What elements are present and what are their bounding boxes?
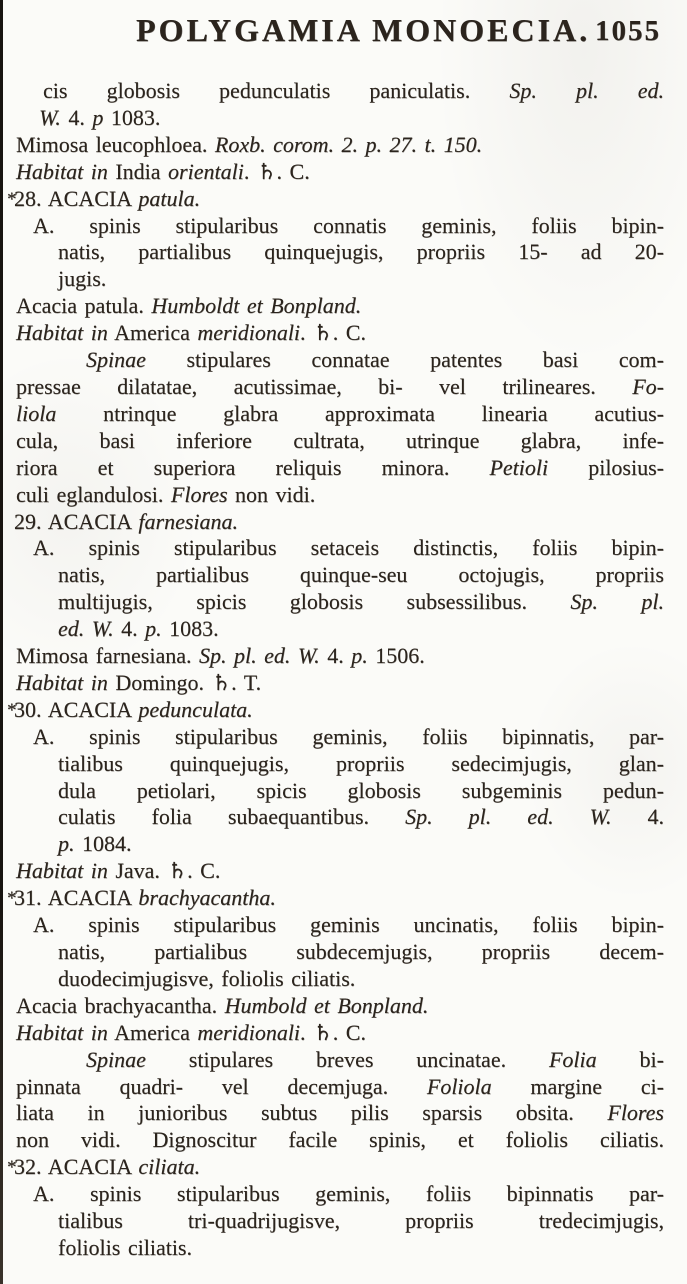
text-line — [0, 1074, 664, 1101]
italic-text: Foliola — [426, 1073, 492, 1099]
text-line — [0, 966, 664, 993]
roman-text: bi- — [596, 1046, 664, 1072]
margin-asterisk: * — [7, 699, 17, 721]
roman-text: America — [107, 1019, 198, 1045]
italic-text: pedunculata. — [138, 696, 253, 722]
text-line — [0, 320, 664, 347]
roman-text: tialibus quinquejugis, propriis sedecimjugis, glan- — [58, 750, 664, 776]
roman-text: natis, partialibus quinque-seu octojugis, propriis — [58, 562, 664, 588]
roman-text: multijugis, spicis globosis subsessilibus. — [58, 589, 571, 615]
roman-text: non vidi. — [227, 481, 316, 507]
italic-text: Spinae — [86, 1046, 146, 1072]
roman-text: 30. ACACIA — [14, 696, 139, 722]
roman-text: Mimosa farnesiana. — [16, 643, 199, 669]
entry-28-heading — [0, 186, 664, 213]
italic-text: patula. — [138, 185, 201, 211]
italic-text: Humbold et Bonpland. — [224, 992, 429, 1018]
roman-text: foliolis ciliatis. — [58, 1234, 192, 1260]
roman-text: 1084. — [74, 831, 132, 857]
italic-text: ciliata. — [138, 1154, 201, 1180]
roman-text: cula, basi inferiore cultrata, utrinque glabra, infe- — [16, 427, 664, 453]
text-line — [0, 831, 664, 858]
italic-text: Humboldt et Bonpland. — [151, 293, 362, 319]
text-line — [0, 293, 664, 320]
text-line — [0, 455, 664, 482]
italic-text: ed. W. — [58, 616, 114, 642]
page-title: POLYGAMIA MONOECIA. — [136, 12, 591, 48]
entry-30-heading — [0, 697, 664, 724]
italic-text: Flores — [607, 1100, 664, 1126]
text-line — [0, 428, 664, 455]
text-line — [0, 105, 664, 132]
text-line — [0, 374, 664, 401]
margin-asterisk: * — [7, 888, 17, 910]
margin-asterisk: * — [7, 188, 17, 210]
roman-text: 4. — [319, 643, 352, 669]
roman-text: 31. ACACIA — [14, 885, 139, 911]
italic-text: Habitat in — [16, 320, 108, 346]
roman-text: pilosius- — [548, 454, 664, 480]
roman-text: 4. — [60, 104, 93, 130]
roman-text: natis, partialibus subdecemjugis, propriis decem- — [58, 939, 664, 964]
text-line — [0, 616, 664, 643]
text-line — [0, 1208, 664, 1235]
italic-text: p. — [351, 643, 368, 669]
text-line — [0, 1047, 664, 1074]
roman-text: 4. — [611, 804, 665, 830]
roman-text: 1083. — [161, 616, 219, 642]
roman-text: ntrinque glabra approximata linearia acutius- — [56, 400, 664, 426]
text-line — [0, 266, 664, 293]
roman-text: 28. ACACIA — [14, 185, 139, 211]
italic-text: brachyacantha. — [138, 885, 276, 911]
text-line — [0, 643, 664, 670]
roman-text: America — [107, 320, 198, 346]
page-header — [0, 0, 687, 62]
text-line — [0, 804, 664, 831]
roman-text: culi eglandulosi. — [16, 481, 171, 507]
italic-text: Folia — [548, 1046, 597, 1072]
roman-text: 29. ACACIA — [14, 508, 139, 534]
italic-text: Habitat in — [16, 858, 108, 884]
text-line — [0, 347, 664, 374]
roman-text: duodecimjugisve, foliolis ciliatis. — [58, 965, 356, 991]
italic-text: orientali — [168, 158, 244, 184]
text-line — [0, 939, 664, 966]
roman-text: liata in junioribus subtus pilis sparsis obsita. — [16, 1100, 608, 1126]
italic-text: Habitat in — [16, 669, 108, 695]
roman-text: 4. — [113, 616, 146, 642]
roman-text: dula petiolari, spicis globosis subgeminis pedun- — [58, 777, 664, 803]
italic-text: Petioli — [489, 454, 549, 480]
roman-text: cis globosis pedunculatis paniculatis. — [43, 78, 510, 103]
roman-text: A. spinis stipularibus geminis uncinatis, foliis bipin- — [33, 912, 664, 938]
roman-text: pressae dilatatae, acutissimae, bi- vel trilineares. — [16, 373, 633, 399]
roman-text: pinnata quadri- vel decemjuga. — [16, 1073, 427, 1099]
text-line — [0, 401, 664, 428]
italic-text: p. — [145, 616, 162, 642]
text-line — [0, 993, 664, 1020]
text-line — [0, 1181, 664, 1208]
roman-text: 1083. — [103, 104, 161, 130]
roman-text: riora et superiora reliquis minora. — [16, 454, 490, 480]
text-line — [0, 1235, 664, 1262]
roman-text: A. spinis stipularibus geminis, foliis bipinnatis, par- — [33, 723, 664, 749]
italic-text: meridionali — [197, 1019, 301, 1045]
italic-text: meridionali — [197, 320, 301, 346]
italic-text: Roxb. corom. 2. p. 27. t. 150. — [214, 131, 483, 157]
text-line — [0, 912, 664, 939]
text-line — [0, 562, 664, 589]
italic-text: Sp. pl. ed. — [509, 78, 664, 103]
text-line — [0, 751, 664, 778]
italic-text: Fo- — [632, 373, 664, 399]
italic-text: W. — [39, 104, 61, 130]
roman-text: 1506. — [367, 643, 425, 669]
page-number: 1055 — [595, 15, 661, 47]
roman-text: A. spinis stipularibus connatis geminis, foliis bipin- — [33, 212, 664, 238]
margin-asterisk: * — [7, 1157, 17, 1179]
italic-text: Habitat in — [16, 158, 108, 184]
roman-text: natis, partialibus quinquejugis, propriis 15- ad 20- — [58, 239, 664, 265]
roman-text: 32. ACACIA — [14, 1154, 139, 1180]
roman-text: non vidi. Dignoscitur facile spinis, et foliolis ciliatis. — [16, 1127, 664, 1153]
italic-text: liola — [16, 400, 57, 426]
italic-text: Sp. pl. ed. W. — [199, 643, 320, 669]
text-line — [0, 670, 664, 697]
roman-text: . ♄. C. — [300, 1019, 366, 1045]
roman-text: culatis folia subaequantibus. — [58, 804, 406, 830]
text-line — [0, 239, 664, 266]
text-line — [0, 858, 664, 885]
entry-32-heading — [0, 1154, 664, 1181]
italic-text: Flores — [170, 481, 228, 507]
italic-text: Sp. pl. ed. W. — [405, 804, 612, 830]
roman-text: margine ci- — [491, 1073, 665, 1099]
roman-text: Acacia brachyacantha. — [16, 992, 225, 1018]
text-line — [0, 213, 664, 240]
roman-text: . ♄. C. — [243, 158, 310, 184]
roman-text: Java. ♄. C. — [107, 858, 221, 884]
text-line — [0, 589, 664, 616]
text-line — [0, 1020, 664, 1047]
text-line — [0, 1100, 664, 1127]
roman-text: A. spinis stipularibus geminis, foliis bipinnatis par- — [33, 1181, 664, 1207]
italic-text: Sp. pl. — [570, 589, 664, 615]
roman-text: jugis. — [58, 266, 107, 292]
roman-text: India — [107, 158, 169, 184]
roman-text: Mimosa leucophloea. — [16, 131, 215, 157]
roman-text: A. spinis stipularibus setaceis distinctis, foliis bipin- — [33, 535, 664, 561]
text-line — [0, 132, 664, 159]
text-line — [0, 778, 664, 805]
text-line — [0, 159, 664, 186]
roman-text: Domingo. ♄. T. — [107, 669, 262, 695]
text-line — [0, 78, 664, 105]
entry-31-heading — [0, 885, 664, 912]
entry-29-heading — [0, 509, 664, 536]
italic-text: Spinae — [86, 347, 146, 373]
roman-text: . ♄. C. — [300, 320, 366, 346]
italic-text: farnesiana. — [138, 508, 239, 534]
text-line — [0, 1127, 664, 1154]
roman-text: Acacia patula. — [16, 293, 152, 319]
roman-text: tialibus tri-quadrijugisve, propriis tredecimjugis, — [58, 1208, 664, 1234]
roman-text: stipulares connatae patentes basi com- — [145, 347, 664, 373]
text-line — [0, 535, 664, 562]
roman-text: stipulares breves uncinatae. — [145, 1046, 549, 1072]
text-line — [0, 482, 664, 509]
italic-text: p — [92, 104, 104, 130]
text-line — [0, 724, 664, 751]
italic-text: Habitat in — [16, 1019, 108, 1045]
italic-text: p. — [58, 831, 75, 857]
page-body — [0, 78, 664, 1262]
